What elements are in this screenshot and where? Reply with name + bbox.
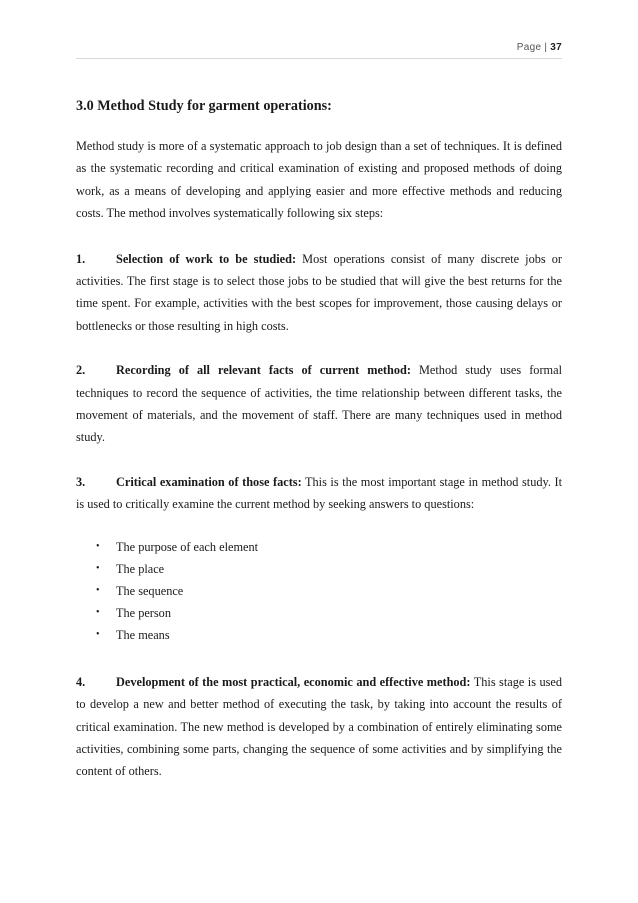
list-item: • The sequence — [96, 580, 562, 602]
page-content — [76, 96, 562, 783]
step-number: 4. — [76, 674, 86, 689]
intro-paragraph: Method study is more of a systematic approach to job design than a set of techniques. It is defined as the systematic recording and critical examination of existing and proposed methods of doing work, as a means of developing and applying easier and more effective methods and reducing costs. The method involves systematically following six steps: — [76, 139, 562, 221]
list-item: • The means — [96, 624, 562, 646]
question-list — [76, 536, 562, 646]
bullet-icon: • — [96, 606, 100, 618]
step-text: Most operations consist of many discrete jobs or activities. The first stage is to select those jobs to be studied that will give the best returns for the time spent. For example, activities with the best scopes for improvement, those causing delays or bottlenecks or those resulting in high costs. — [76, 251, 562, 333]
step-number: 2. — [76, 363, 86, 378]
step-text: This stage is used to develop a new and better method of executing the task, by taking into account the results of critical examination. The new method is developed by a combination of entirely eliminating some activities, combining some parts, changing the sequence of some activities and by simplifying the content of others. — [76, 674, 562, 779]
section-title: 3.0 Method Study for garment operations: — [76, 98, 332, 114]
page-number: 37 — [550, 42, 562, 53]
step-heading: Selection of work to be studied: — [116, 251, 297, 266]
bullet-icon: • — [96, 540, 100, 552]
bullet-icon: • — [96, 628, 100, 640]
page-header — [517, 42, 562, 53]
bullet-icon: • — [96, 562, 100, 574]
list-item: • The place — [96, 558, 562, 580]
step-text: This is the most important stage in method study. It is used to critically examine the current method by seeking answers to questions: — [76, 474, 562, 512]
step-heading: Development of the most practical, economic and effective method: — [116, 674, 471, 689]
step-4 — [76, 671, 562, 783]
step-1 — [76, 248, 562, 338]
step-number: 3. — [76, 474, 86, 489]
bullet-icon: • — [96, 584, 100, 596]
list-item: • The purpose of each element — [96, 536, 562, 558]
step-text: Method study uses formal techniques to record the sequence of activities, the time relationship between different tasks, the movement of materials, and the movement of staff. There are many techniques used in method study. — [76, 363, 562, 445]
page-separator: | — [544, 42, 548, 53]
header-rule — [76, 58, 562, 59]
step-2 — [76, 359, 562, 449]
step-number: 1. — [76, 251, 86, 266]
list-item: • The person — [96, 602, 562, 624]
step-3 — [76, 471, 562, 646]
step-heading: Critical examination of those facts: — [116, 474, 302, 489]
step-heading: Recording of all relevant facts of current method: — [116, 363, 411, 378]
page-label: Page — [516, 42, 542, 53]
